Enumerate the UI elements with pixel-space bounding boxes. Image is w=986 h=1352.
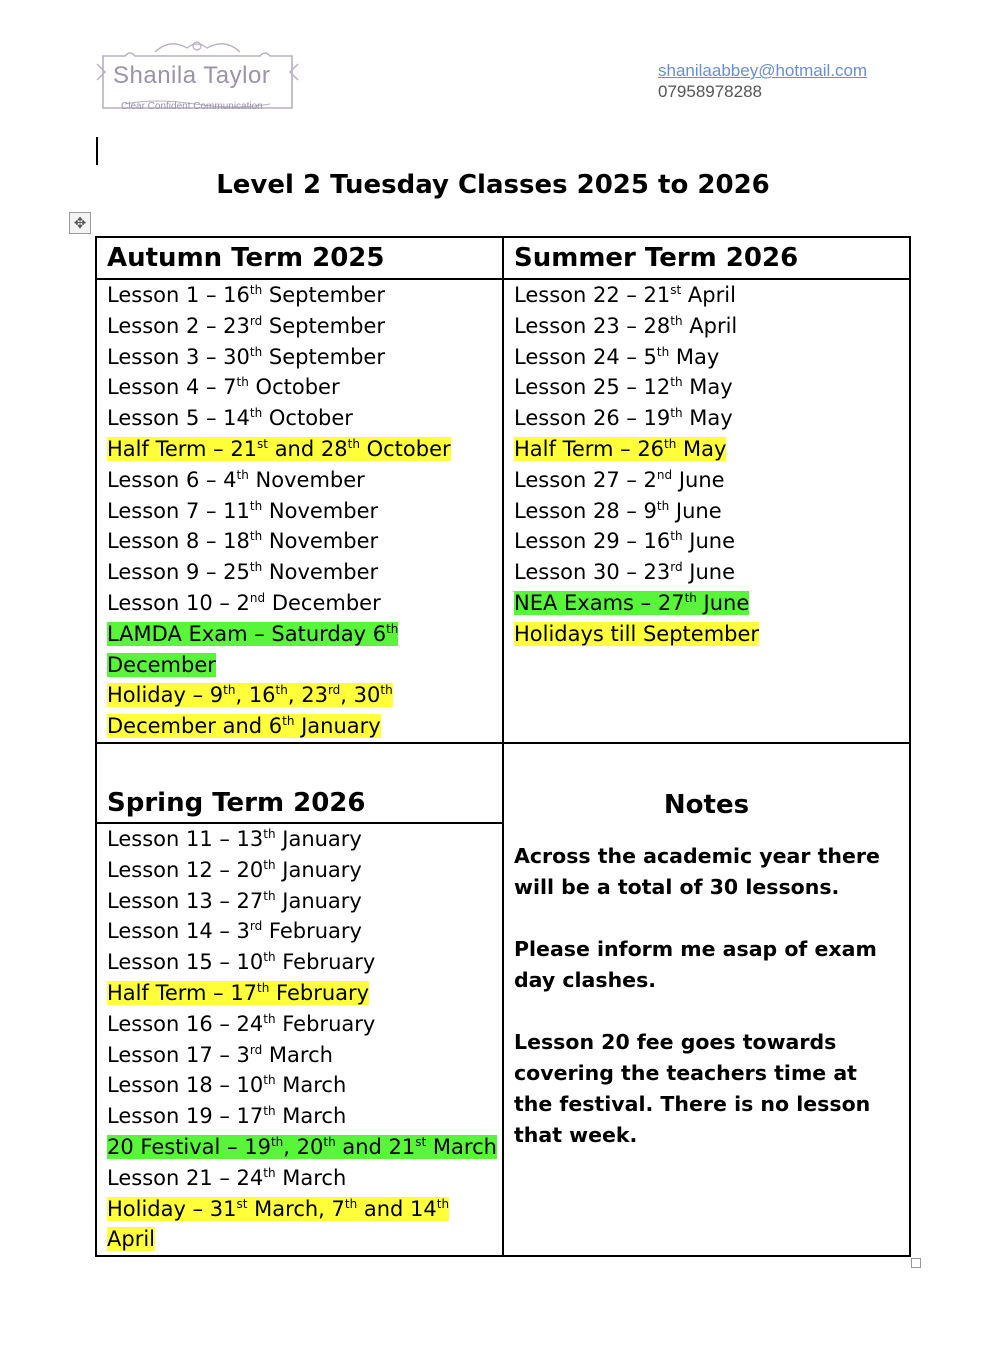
- notes-paragraph-3: Lesson 20 fee goes towards covering the teachers time at the festival. There is no lesson that week.: [514, 1030, 871, 1147]
- lesson-line: Lesson 18 – 10th March: [107, 1073, 347, 1098]
- lesson-line: Half Term – 17th February: [107, 980, 370, 1005]
- spring-list: [107, 824, 492, 1132]
- lesson-line: Lesson 10 – 2nd December: [107, 590, 381, 615]
- lesson-line: Lesson 1 – 16th September: [107, 283, 385, 307]
- lesson-line: Lesson 11 – 13th January: [107, 827, 362, 851]
- lesson-line: Lesson 14 – 3rd February: [107, 919, 362, 944]
- logo-tagline: Clear Confident Communication: [121, 101, 263, 112]
- summer-lessons: [503, 279, 910, 743]
- lesson-line: Lesson 5 – 14th October: [107, 406, 353, 431]
- text-cursor: [96, 137, 98, 165]
- summer-list: [514, 280, 899, 650]
- lesson-line: Lesson 27 – 2nd June: [514, 467, 725, 492]
- spring-holiday-line-2: April: [107, 1227, 155, 1252]
- lesson-line: Lesson 8 – 18th November: [107, 529, 379, 554]
- notes-paragraph-1: Across the academic year there will be a total of 30 lessons.: [514, 844, 880, 899]
- lesson-line: Half Term – 21st and 28th October: [107, 436, 451, 461]
- lesson-line: Lesson 13 – 27th January: [107, 888, 362, 913]
- lesson-line: Lesson 23 – 28th April: [514, 313, 738, 338]
- autumn-lessons: [96, 279, 503, 743]
- notes-heading: Notes: [663, 790, 750, 820]
- lesson-line: Lesson 15 – 10th February: [107, 950, 376, 975]
- lesson-line: Lesson 29 – 16th June: [514, 529, 735, 554]
- lamda-exam-line-2: December: [107, 652, 216, 677]
- lesson-line: Lesson 4 – 7th October: [107, 375, 340, 400]
- lesson-line: Lesson 24 – 5th May: [514, 344, 720, 369]
- spring-lessons: [96, 823, 503, 1256]
- lesson-line: Lesson 9 – 25th November: [107, 560, 379, 585]
- logo: [95, 38, 300, 116]
- phone-number: 07958978288: [658, 82, 763, 101]
- autumn-holiday-line-2: December and 6th January: [107, 714, 381, 739]
- lesson-line: Lesson 19 – 17th March: [107, 1104, 347, 1129]
- schedule-table: [95, 236, 911, 1257]
- lesson-21-line: Lesson 21 – 24th March: [107, 1165, 347, 1190]
- spring-holiday-line: Holiday – 31st March, 7th and 14th: [107, 1196, 450, 1221]
- table-resize-handle[interactable]: [911, 1258, 921, 1268]
- spring-heading: Spring Term 2026: [96, 743, 503, 823]
- summer-heading: Summer Term 2026: [503, 237, 910, 279]
- lamda-exam-line: LAMDA Exam – Saturday 6th: [107, 621, 399, 646]
- lesson-line: Lesson 30 – 23rd June: [514, 560, 736, 585]
- lesson-line: Lesson 6 – 4th November: [107, 467, 365, 492]
- lesson-line: Lesson 22 – 21st April: [514, 283, 736, 307]
- lesson-line: Lesson 25 – 12th May: [514, 375, 733, 400]
- lesson-line: Lesson 2 – 23rd September: [107, 313, 385, 338]
- lesson-line: Lesson 16 – 24th February: [107, 1011, 376, 1036]
- lesson-line: Holidays till September: [514, 621, 760, 646]
- lesson-line: Half Term – 26th May: [514, 436, 727, 461]
- lesson-line: Lesson 7 – 11th November: [107, 498, 379, 523]
- logo-name: Shanila Taylor: [113, 62, 271, 89]
- table-move-handle-icon[interactable]: ✥: [69, 212, 91, 234]
- autumn-list: [107, 280, 492, 619]
- lesson-line: NEA Exams – 27th June: [514, 590, 750, 615]
- notes-paragraph-2: Please inform me asap of exam day clashes.: [514, 937, 877, 992]
- page-title: Level 2 Tuesday Classes 2025 to 2026: [216, 170, 770, 200]
- autumn-holiday-line: Holiday – 9th, 16th, 23rd, 30th: [107, 683, 393, 708]
- festival-line: 20 Festival – 19th, 20th and 21st March: [107, 1134, 497, 1159]
- lesson-line: Lesson 3 – 30th September: [107, 344, 385, 369]
- contact-block: [658, 60, 867, 102]
- lesson-line: Lesson 12 – 20th January: [107, 857, 362, 882]
- autumn-heading: Autumn Term 2025: [96, 237, 503, 279]
- lesson-line: Lesson 17 – 3rd March: [107, 1042, 333, 1067]
- email-link[interactable]: shanilaabbey@hotmail.com: [658, 61, 868, 80]
- notes-cell: [503, 743, 910, 1256]
- lesson-line: Lesson 28 – 9th June: [514, 498, 722, 523]
- lesson-line: Lesson 26 – 19th May: [514, 406, 733, 431]
